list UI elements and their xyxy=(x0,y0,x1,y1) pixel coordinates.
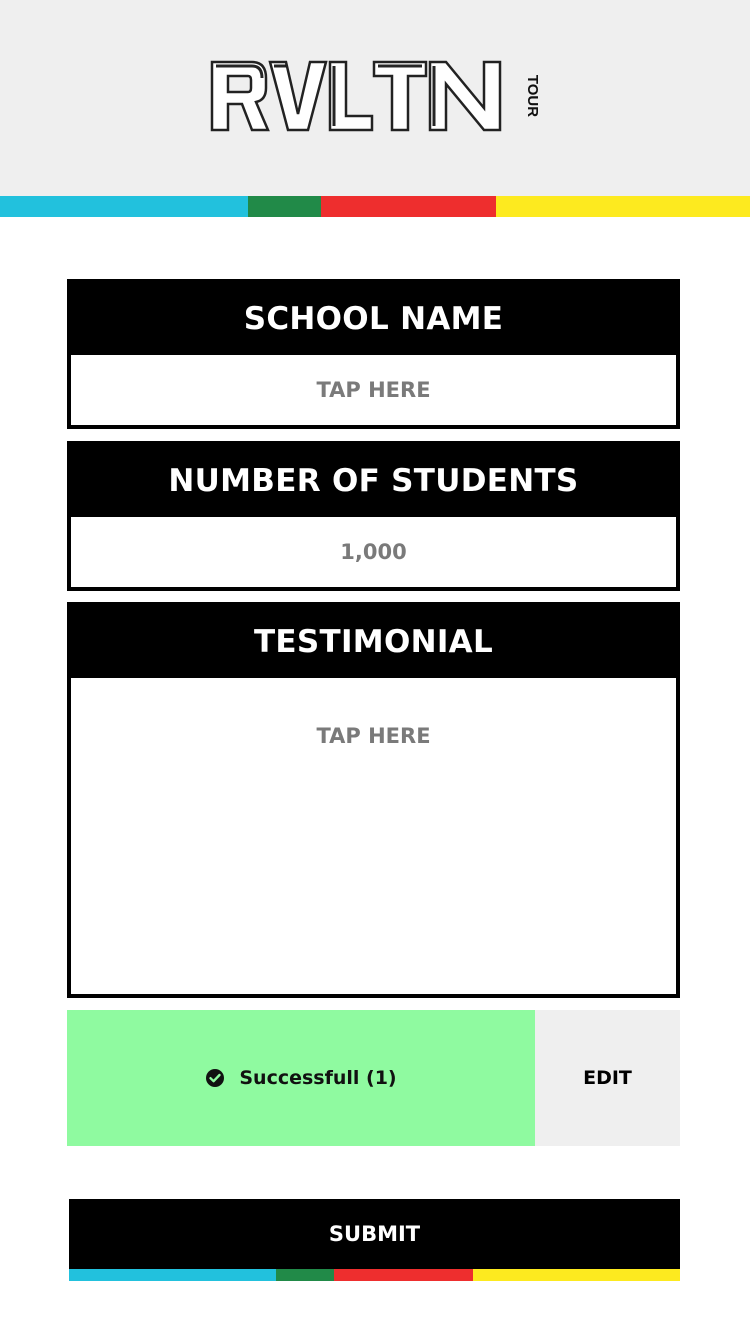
testimonial-field xyxy=(67,602,680,998)
success-status-text: Successfull (1) xyxy=(239,1067,397,1089)
stripe-cyan xyxy=(0,196,248,217)
upload-status-row xyxy=(67,1010,680,1146)
school-name-input[interactable]: TAP HERE xyxy=(71,355,676,425)
success-status xyxy=(67,1010,535,1146)
check-circle-icon xyxy=(205,1068,225,1088)
edit-button[interactable]: EDIT xyxy=(535,1010,680,1146)
number-of-students-label: NUMBER OF STUDENTS xyxy=(168,463,579,499)
header-color-stripe xyxy=(0,196,750,217)
submit-color-stripe xyxy=(69,1269,680,1281)
submit-stripe-green xyxy=(276,1269,334,1281)
school-name-field xyxy=(67,279,680,429)
stripe-yellow xyxy=(496,196,750,217)
submit-stripe-cyan xyxy=(69,1269,276,1281)
submit-stripe-yellow xyxy=(473,1269,680,1281)
submit-button[interactable]: SUBMIT xyxy=(69,1199,680,1269)
logo-subtext: TOUR xyxy=(524,74,541,118)
testimonial-label: TESTIMONIAL xyxy=(253,624,494,660)
stripe-red xyxy=(321,196,496,217)
school-name-label: SCHOOL NAME xyxy=(243,301,504,337)
app-header xyxy=(0,0,750,196)
number-of-students-input[interactable]: 1,000 xyxy=(71,517,676,587)
stripe-green xyxy=(248,196,321,217)
submit-stripe-red xyxy=(334,1269,473,1281)
rvltn-tour-logo xyxy=(208,56,541,138)
testimonial-textarea[interactable]: TAP HERE xyxy=(71,678,676,994)
number-of-students-field xyxy=(67,441,680,591)
